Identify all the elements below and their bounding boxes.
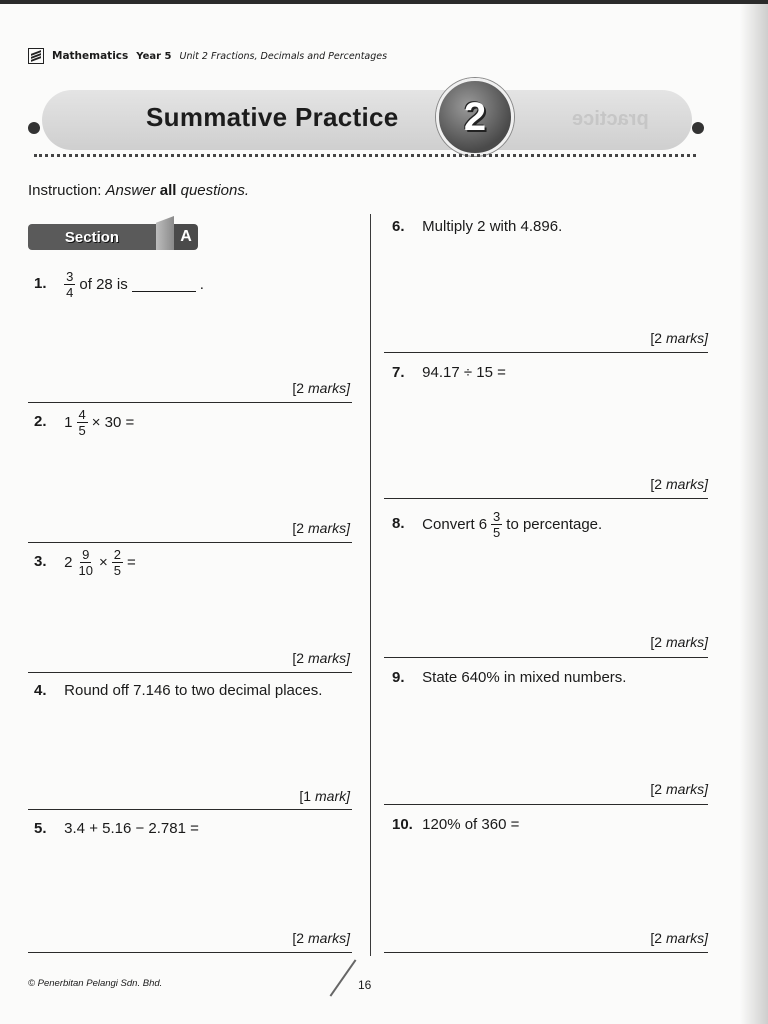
fraction: $\frac{2}{5}$ [113,547,121,578]
question-number: 4. [34,682,47,699]
header-year: Year 5 [136,50,172,62]
page-header [28,44,387,68]
answer-rule [28,952,352,953]
question-number: 2. [34,413,47,431]
publisher-logo-icon [28,48,44,64]
page-title: Summative Practice [146,102,399,132]
marks-q10: [2 marks] [650,930,708,946]
question-text: State 640% in mixed numbers. [422,669,627,686]
marks-q4: [1 mark] [299,788,350,804]
question-9 [392,669,626,686]
answer-rule [384,804,708,805]
page-edge-shadow [740,4,768,1024]
page-number-slash [330,959,357,996]
header-subject: Mathematics [52,50,129,62]
answer-rule [384,498,708,499]
marks-q2: [2 marks] [292,520,350,536]
fraction: $\frac{3}{5}$ [493,509,501,540]
question-number: 10. [392,816,413,833]
fraction: $\frac{9}{10}$ [78,547,93,578]
marks-q5: [2 marks] [292,930,350,946]
question-2 [34,408,134,437]
answer-rule [384,352,708,353]
question-6 [392,218,562,235]
instruction-text-bold: all [159,182,177,199]
question-text-pre: Convert [422,516,475,533]
answer-rule [28,672,352,673]
question-8 [392,510,602,539]
question-7 [392,364,506,381]
whole-number: 6 [478,516,488,533]
question-text: to percentage. [506,516,603,533]
answer-rule [384,952,708,953]
section-label: Section [28,224,156,250]
question-3 [34,548,136,577]
instruction-label: Instruction: [28,182,102,199]
whole-number: 2 [64,554,73,571]
marks-q8: [2 marks] [650,634,708,650]
question-number: 8. [392,515,405,533]
section-tab [28,222,198,252]
header-unit: Unit 2 Fractions, Decimals and Percentages [179,50,388,62]
question-text: Round off 7.146 to two decimal places. [64,682,323,699]
question-text: 94.17 ÷ 15 = [422,364,506,381]
answer-rule [384,657,708,658]
question-5 [34,820,199,837]
pin-right-icon [692,122,704,134]
question-number: 6. [392,218,405,235]
instruction-text-post: questions. [180,182,249,199]
question-text: 120% of 360 = [422,816,520,833]
question-text: × 30 = [91,414,135,431]
operator: × [98,554,108,571]
answer-rule [28,542,352,543]
pin-left-icon [28,122,40,134]
question-number: 7. [392,364,405,381]
question-10 [392,816,519,833]
instruction [28,182,249,199]
whole-number: 1 [64,414,73,431]
marks-q9: [2 marks] [650,781,708,797]
publisher-credit: © Penerbitan Pelangi Sdn. Bhd. [28,978,163,989]
marks-q6: [2 marks] [650,330,708,346]
answer-rule [28,809,352,810]
question-number: 3. [34,553,47,571]
section-letter: A [174,224,198,250]
fraction: $\frac{3}{4}$ [66,269,74,300]
fraction: $\frac{4}{5}$ [78,407,86,438]
title-banner [28,82,708,172]
marks-q7: [2 marks] [650,476,708,492]
question-number: 1. [34,275,47,293]
question-text: = [126,554,136,571]
question-4 [34,682,322,699]
page-number: 16 [358,978,372,992]
section-fold [156,216,174,250]
question-text: Multiply 2 with 4.896. [422,218,563,235]
dotted-divider [34,154,696,157]
marks-q3: [2 marks] [292,650,350,666]
question-text: 3.4 + 5.16 − 2.781 = [64,820,199,837]
column-divider [370,214,371,956]
banner-ghost-text: practice [572,108,649,130]
instruction-text-pre: Answer [105,182,156,199]
answer-rule [28,402,352,403]
answer-blank[interactable] [132,278,196,292]
question-text: of 28 is [79,276,128,293]
question-number: 5. [34,820,47,837]
question-number: 9. [392,669,405,686]
practice-number: 2 [463,94,487,139]
marks-q1: [2 marks] [292,380,350,396]
question-1: 1. $\frac{3}{4}$ of 28 is . [34,269,204,300]
practice-number-badge [436,78,514,156]
